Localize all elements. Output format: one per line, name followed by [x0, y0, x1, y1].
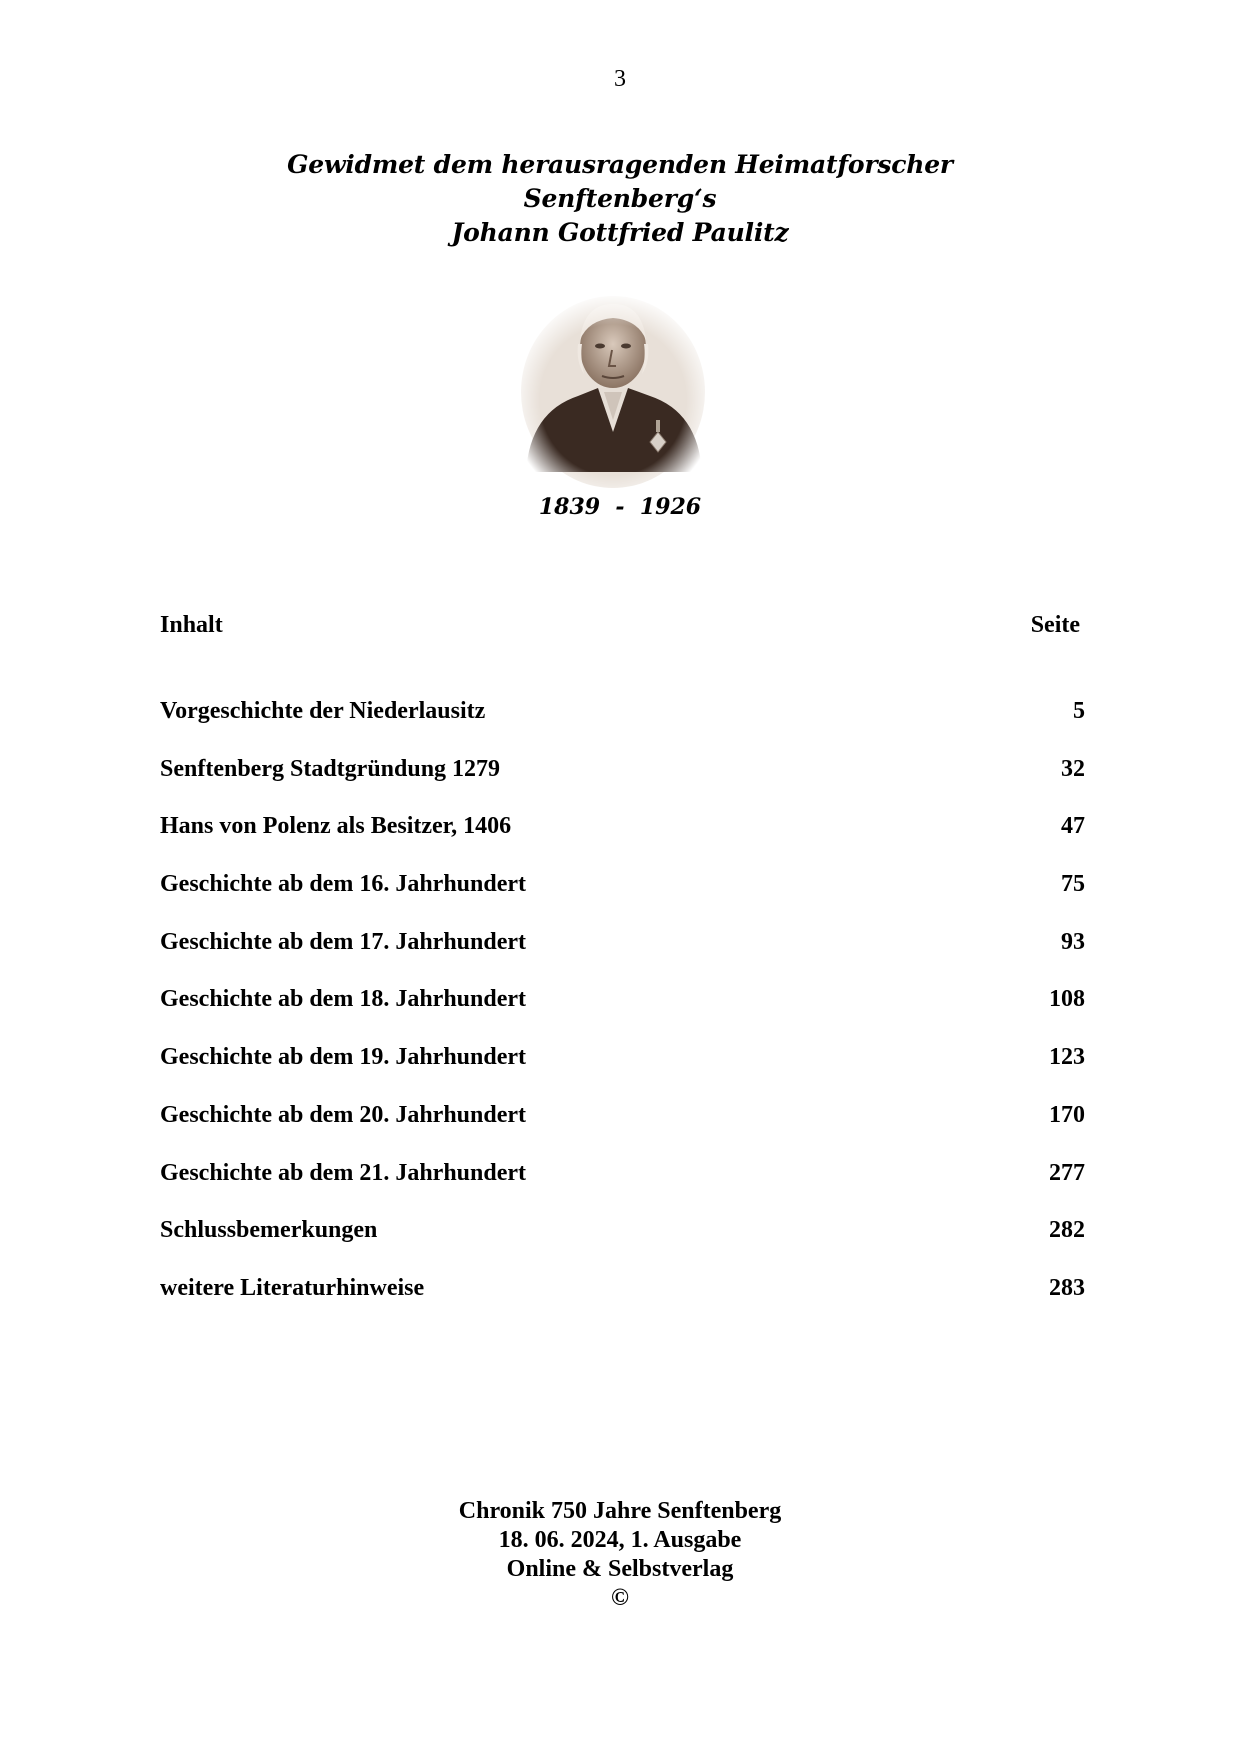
page-number: 3	[614, 66, 626, 92]
toc-entry	[160, 929, 1085, 987]
toc-entry-page: 108	[1049, 986, 1085, 1013]
portrait-photo	[518, 292, 708, 488]
toc-entry-title: Geschichte ab dem 16. Jahrhundert	[160, 871, 526, 898]
toc-entry	[160, 1217, 1085, 1275]
toc-entry-title: Geschichte ab dem 21. Jahrhundert	[160, 1159, 526, 1186]
toc-entry	[160, 1102, 1085, 1160]
toc-entry	[160, 986, 1085, 1044]
toc-entry	[160, 813, 1085, 871]
toc-entry	[160, 756, 1085, 814]
toc-header-contents: Inhalt	[160, 612, 223, 638]
dedication-line-2: Senftenberg‘s	[523, 184, 717, 213]
toc-entry-title: weitere Literaturhinweise	[160, 1274, 425, 1301]
dedication	[0, 148, 1240, 250]
toc-entry-title: Senftenberg Stadtgründung 1279	[160, 755, 501, 782]
dedication-line-1: Gewidmet dem herausragenden Heimatforscher	[287, 150, 953, 179]
toc-entry-title: Geschichte ab dem 19. Jahrhundert	[160, 1044, 526, 1071]
toc-entry-page: 123	[1049, 1044, 1085, 1071]
toc-entry	[160, 1275, 1085, 1333]
table-of-contents	[160, 698, 1085, 1333]
toc-entry	[160, 1160, 1085, 1218]
copyright-mark: ©	[611, 1585, 629, 1611]
toc-entry-page: 5	[1073, 698, 1085, 724]
dedication-line-3: Johann Gottfried Paulitz	[451, 218, 789, 247]
publication-date: 18. 06. 2024, 1. Ausgabe	[498, 1527, 742, 1553]
toc-entry	[160, 1044, 1085, 1102]
toc-entry	[160, 698, 1085, 756]
publication-publisher: Online & Selbstverlag	[506, 1556, 734, 1582]
toc-entry-page: 283	[1049, 1274, 1085, 1301]
publication-info	[0, 1497, 1240, 1613]
toc-entry	[160, 871, 1085, 929]
toc-entry-page: 47	[1061, 813, 1085, 840]
toc-entry-title: Hans von Polenz als Besitzer, 1406	[160, 813, 512, 840]
toc-entry-page: 32	[1061, 755, 1085, 782]
publication-title: Chronik 750 Jahre Senftenberg	[458, 1498, 782, 1524]
toc-entry-page: 170	[1049, 1101, 1085, 1128]
toc-entry-page: 277	[1049, 1159, 1085, 1186]
toc-entry-page: 282	[1049, 1217, 1085, 1244]
toc-header-page: Seite	[1030, 612, 1080, 638]
toc-entry-title: Geschichte ab dem 20. Jahrhundert	[160, 1101, 526, 1128]
life-years: 1839 - 1926	[538, 494, 702, 520]
toc-entry-page: 93	[1061, 928, 1085, 955]
toc-entry-title: Geschichte ab dem 18. Jahrhundert	[160, 986, 526, 1013]
toc-entry-title: Geschichte ab dem 17. Jahrhundert	[160, 928, 526, 955]
toc-entry-title: Schlussbemerkungen	[160, 1217, 378, 1244]
toc-entry-title: Vorgeschichte der Niederlausitz	[160, 698, 486, 724]
toc-entry-page: 75	[1061, 871, 1085, 898]
